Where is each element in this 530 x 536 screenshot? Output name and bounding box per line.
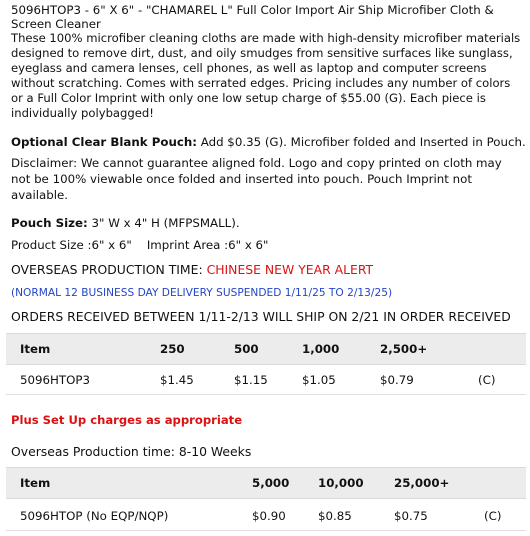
column-header-qty: 25,000+: [394, 476, 450, 490]
pouch-size: [11, 216, 240, 230]
orders-received-note: ORDERS RECEIVED BETWEEN 1/11-2/13 WILL SHIP ON 2/21 IN ORDER RECEIVED: [11, 309, 511, 324]
price-cell: $1.05: [302, 373, 336, 387]
product-title: 5096HTOP3 - 6" X 6" - "CHAMAREL L" Full Color Import Air Ship Microfiber Cloth & Screen Cleaner: [11, 3, 494, 31]
pouch-option-label: Optional Clear Blank Pouch:: [11, 135, 197, 149]
table-row: [6, 366, 526, 395]
overseas-production-time: [11, 262, 373, 277]
pouch-option-text: Add $0.35 (G). Microfiber folded and Inserted in Pouch.: [196, 135, 526, 149]
column-header-qty: 1,000: [302, 342, 340, 356]
price-cell: $0.75: [394, 509, 428, 523]
column-header-qty: 500: [234, 342, 259, 356]
column-header-qty: 10,000: [318, 476, 364, 490]
setup-charges-note: Plus Set Up charges as appropriate: [11, 413, 243, 427]
column-header-qty: 250: [160, 342, 185, 356]
price-cell: $0.90: [252, 509, 286, 523]
price-cell: $1.45: [160, 373, 194, 387]
price-table-2-header: [6, 467, 526, 499]
price-cell: $0.85: [318, 509, 352, 523]
column-header-item: Item: [20, 342, 51, 356]
price-cell: $1.15: [234, 373, 268, 387]
pouch-size-label: Pouch Size:: [11, 216, 88, 230]
production-time: Overseas Production time: 8-10 Weeks: [11, 444, 252, 459]
disclaimer-text: Disclaimer: We cannot guarantee aligned fold. Logo and copy printed on cloth may not be 100% viewable once folded and inserted into pouch. Pouch Imprint not available.: [11, 156, 502, 202]
delivery-suspended-note: (NORMAL 12 BUSINESS DAY DELIVERY SUSPENDED 1/11/25 TO 2/13/25): [11, 287, 393, 299]
product-description: These 100% microfiber cleaning cloths are made with high-density microfiber materials designed to remove dirt, dust, and oily smudges from sensitive surfaces like sunglass, eyeglass and camera lenses, cell phones, as well as laptop and computer screens without scratching. Comes with serrated edges. Pricing includes any number of colors or a Full Color Imprint with only one low setup charge of $55.00 (G). Each piece is individually polybagged!: [11, 31, 521, 120]
item-code: 5096HTOP3: [20, 373, 91, 387]
item-code: 5096HTOP (No EQP/NQP): [20, 509, 169, 523]
column-header-qty: 5,000: [252, 476, 290, 490]
price-table-1-header: [6, 333, 526, 365]
chinese-new-year-alert: CHINESE NEW YEAR ALERT: [206, 262, 374, 277]
price-code: (C): [478, 373, 496, 387]
pouch-size-value: 3" W x 4" H (MFPSMALL).: [87, 216, 240, 230]
overseas-label: OVERSEAS PRODUCTION TIME:: [11, 262, 207, 277]
column-header-qty: 2,500+: [380, 342, 428, 356]
pouch-option: [11, 135, 526, 149]
column-header-item: Item: [20, 476, 51, 490]
table-row: [6, 502, 526, 531]
price-cell: $0.79: [380, 373, 414, 387]
product-size: Product Size :6" x 6" Imprint Area :6" x 6": [11, 238, 269, 252]
price-code: (C): [484, 509, 502, 523]
